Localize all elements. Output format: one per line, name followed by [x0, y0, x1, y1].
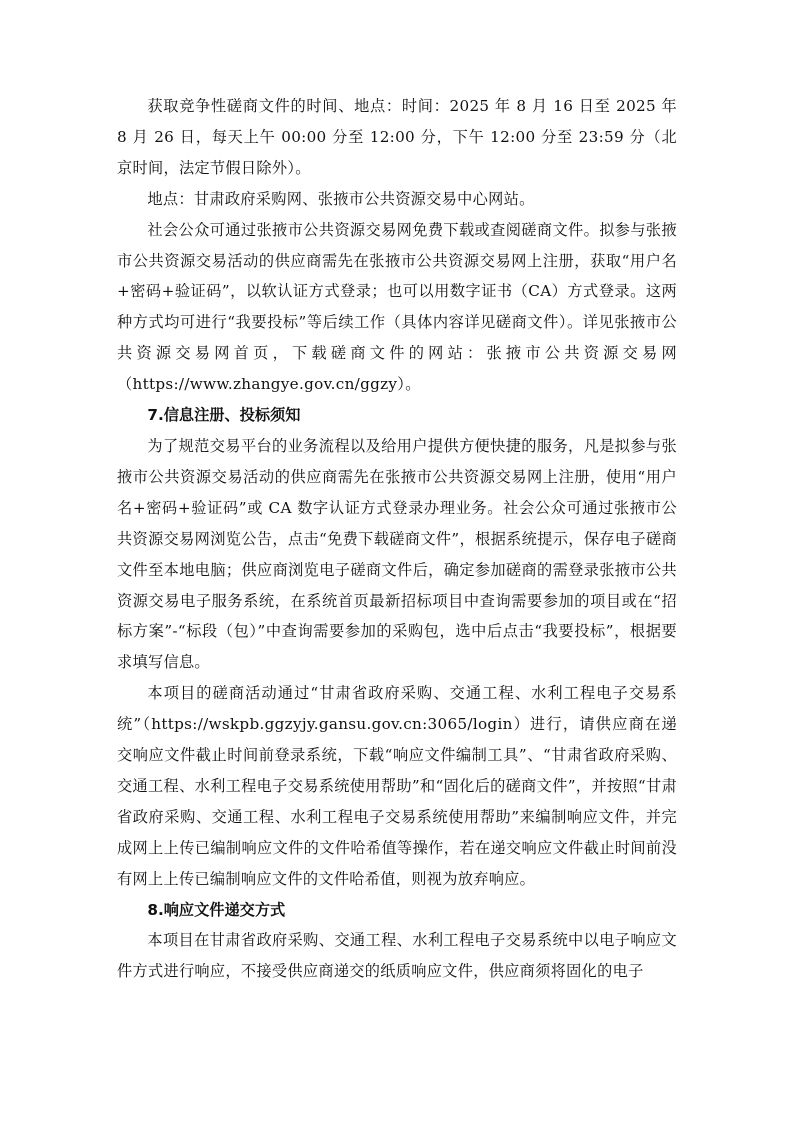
system-paragraph: 本项目的磋商活动通过“甘肃省政府采购、交通工程、水利工程电子交易系统”（https://wskpb.ggzyjy.gansu.gov.cn:3065/login）进行，请供应商在递交响应文件截止时间前登录系统，下载“响应文件编制工具”、“甘肃省政府采购、交通工程、水利工程电子交易系统使用帮助”和“固化后的磋商文件”，并按照“甘肃省政府采购、交通工程、水利工程电子交易系统使用帮助”来编制响应文件，并完成网上上传已编制响应文件的文件哈希值等操作，若在递交响应文件截止时间前没有网上上传已编制响应文件的文件哈希值，则视为放弃响应。	[117, 684, 677, 888]
section-8-heading: 8.响应文件递交方式	[147, 900, 286, 919]
download-info-paragraph: 社会公众可通过张掖市公共资源交易网免费下载或查阅磋商文件。拟参与张掖市公共资源交易活动的供应商需先在张掖市公共资源交易网上注册，获取“用户名+密码+验证码”，以软认证方式登录；也可以用数字证书（CA）方式登录。这两种方式均可进行“我要投标”等后续工作（具体内容详见磋商文件）。详见张掖市公共资源交易网首页，下载磋商文件的网站：张掖市公共资源交易网（https://www.zhangye.gov.cn/ggzy）。	[117, 220, 677, 394]
document-page	[117, 91, 677, 987]
submission-paragraph: 本项目在甘肃省政府采购、交通工程、水利工程电子交易系统中以电子响应文件方式进行响应，不接受供应商递交的纸质响应文件，供应商须将固化的电子	[117, 931, 677, 981]
location-paragraph: 地点：甘肃政府采购网、张掖市公共资源交易中心网站。	[147, 189, 535, 208]
section-7-heading: 7.信息注册、投标须知	[147, 406, 301, 425]
acquisition-time-paragraph: 获取竞争性磋商文件的时间、地点：时间：2025 年 8 月 16 日至 2025 年 8 月 26 日，每天上午 00:00 分至 12:00 分，下午 12:00 分至 23:59 分（北京时间，法定节假日除外）。	[117, 97, 677, 177]
registration-paragraph: 为了规范交易平台的业务流程以及给用户提供方便快捷的服务，凡是拟参与张掖市公共资源交易活动的供应商需先在张掖市公共资源交易网上注册，使用“用户名+密码+验证码”或 CA 数字认证方式登录办理业务。社会公众可通过张掖市公共资源交易网浏览公告，点击“免费下载磋商文件”，根据系统提示，保存电子磋商文件至本地电脑；供应商浏览电子磋商文件后，确定参加磋商的需登录张掖市公共资源交易电子服务系统，在系统首页最新招标项目中查询需要参加的项目或在“招标方案”-“标段（包）”中查询需要参加的采购包，选中后点击“我要投标”，根据要求填写信息。	[117, 436, 677, 672]
